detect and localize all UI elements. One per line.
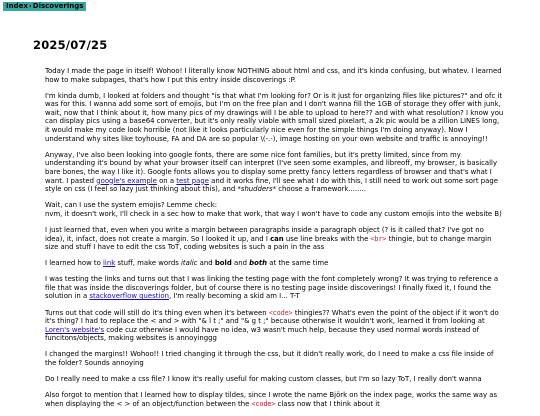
- code-snippet: <code>: [268, 308, 293, 317]
- text: code cuz otherwise I would have no idea, w3 wasn't much help, because they used normal words instead of funcitons/objects, making websites is annoyinggg: [45, 325, 480, 343]
- text: I was testing the links and turns out that I was linking the testing page with the font completely wrong? It was trying to reference a file that was inside the discoverings folder, but of course there is no testing page inside discoverings! I finally fixed it, I found the solution in a: [45, 275, 499, 301]
- text: thingies?? What's even the point of the object if it won't do it's thing? I had to replace the < and > with "& l t ;" and "& g t ;" because otherwise it wouldn't work, learned it from looking at: [45, 308, 499, 326]
- paragraph-5: [45, 226, 505, 252]
- paragraph-3: [45, 151, 505, 194]
- breadcrumb-current-link[interactable]: Discoverings: [32, 2, 84, 10]
- italic-text: italic: [181, 259, 198, 268]
- test-page-link[interactable]: test page: [176, 176, 209, 185]
- paragraph-7: [45, 275, 505, 301]
- lorens-website-link[interactable]: Loren's website's: [45, 325, 105, 334]
- text: and: [197, 259, 215, 268]
- link-link[interactable]: link: [103, 259, 116, 268]
- text: , I'm really becoming a skid am I... T-T: [168, 292, 300, 301]
- text: Turns out that code will still do it's thing even when it's between: [45, 308, 269, 317]
- text: Wait, can I use the system emojis? Lemme check:: [45, 201, 218, 210]
- text: thingie, but to change margin size and stuff I have to edit the css ToT, coding websites is such a pain in the ass: [45, 234, 492, 252]
- stackoverflow-link[interactable]: stackoverflow question: [89, 292, 169, 301]
- text: I learned how to: [45, 259, 103, 268]
- text: nvm, it doesn't work, I'll check in a sec how to make that work, that way I won't have to code any custom emojis into the website B): [45, 209, 502, 218]
- text: Anyway, I've also been looking into google fonts, there are some nice font families, but it's pretty limited, since from my understanding it's bound by what your browser itself can interpret (I've seen some examples, and libreoff, my browser, is basically bare bones, the way I like it). Google fonts allows you to display some pretty fancy letters regardless of browser and that's what I want. I pasted: [45, 150, 498, 185]
- text: Also forgot to mention that I learned how to display tildes, since I wrote the name Björk on the index page, works the same way as when displaying the < > of an object/function between the: [45, 391, 498, 408]
- code-snippet: <code>: [251, 399, 276, 408]
- text: and it works fine, I'll see what I do with this, I still need to work out some sort page style on css (I feel so lazy just thinking about this), and: [45, 176, 498, 194]
- text: I just learned that, even when you write a margin between paragraphs inside a paragraph object (? is it called that? I've got no idea), it, infact, does not create a margin. So I looked it up, and I: [45, 225, 484, 243]
- text: stuff, make words: [115, 259, 181, 268]
- code-snippet: <br>: [370, 234, 387, 243]
- paragraph-1: Today I made the page in itself! Wohoo! I literally know NOTHING about html and css, and it's kinda confusing, but whatev. I learned how to make subpages, that's how I put this entry inside discoverings :P.: [45, 67, 502, 84]
- breadcrumb: [3, 2, 86, 11]
- bold-italic-text: both: [249, 259, 268, 268]
- breadcrumb-separator: ›: [28, 2, 32, 10]
- breadcrumb-index-link[interactable]: Index: [6, 2, 28, 10]
- bold-text: can: [270, 234, 284, 243]
- paragraph-8: [45, 309, 505, 343]
- emphasis-text: *shudders*: [237, 185, 277, 194]
- text: at the same time: [267, 259, 329, 268]
- text: and: [231, 259, 250, 268]
- paragraph-4: [45, 201, 505, 218]
- text: class now that I think about it: [275, 399, 380, 408]
- text: use line breaks with the: [283, 234, 371, 243]
- entry-date: 2025/07/25: [33, 38, 108, 52]
- bold-text: bold: [214, 259, 232, 268]
- entry-content: [45, 67, 505, 416]
- paragraph-2: I'm kinda dumb, I looked at folders and thought "is that what I'm looking for? Or is it just for organizing files like pictures?" and ofc it was for this. I wanna add some sort of emojis, but I'm on the free plan and I don't wanna fill the 1GB of storage they offer with junk, wait, now that I think about it, how many pics of my drawings will I be able to upload to here?? and with what resolution? I know you can display pics using a base64 converter, but it's only really viable with small sized pixelart, a 2k pic would be a zillion LINES long, it would make my code look horrible (not like it looks particularly nice even for the simple things I'm doing anyway). Now I understand why sites like toyhouse, FA and DA are so popular \(-.-), image hosting on your own website and traffic is annoying!!: [45, 91, 504, 143]
- paragraph-10: Do I really need to make a css file? I know it's really useful for making custom classes, but I'm so lazy ToT, I really don't wanna: [45, 375, 482, 384]
- paragraph-9: I changed the margins!! Wohoo!! I tried changing it through the css, but it didn't really work, do I need to make a css file inside of the folder? Sounds annoying: [45, 350, 494, 368]
- paragraph-6: [45, 259, 505, 268]
- paragraph-11: [45, 391, 505, 408]
- text: choose a framework........: [276, 185, 366, 194]
- google-example-link[interactable]: google's example: [96, 176, 157, 185]
- text: on a: [156, 176, 177, 185]
